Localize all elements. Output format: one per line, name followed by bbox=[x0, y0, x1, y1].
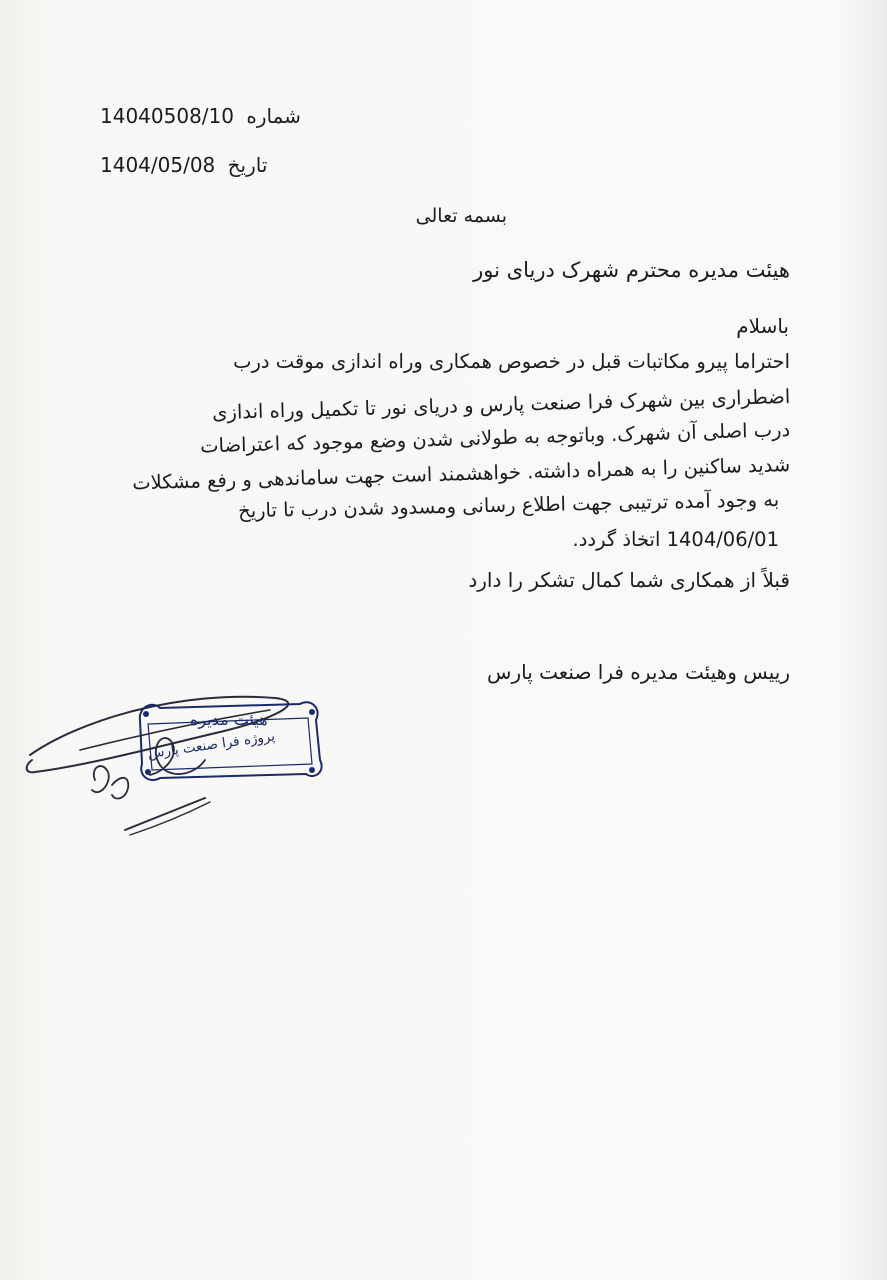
letter-number bbox=[100, 104, 301, 128]
closing-line: قبلاً از همکاری شما کمال تشکر را دارد bbox=[468, 568, 790, 592]
invocation-heading: بسمه تعالی bbox=[415, 205, 507, 227]
letter-date-value: 1404/05/08 bbox=[100, 153, 216, 177]
letter-number-label: شماره bbox=[246, 104, 301, 128]
letter-date bbox=[100, 153, 267, 177]
recipient-line: هیئت مدیره محترم شهرک دریای نور bbox=[473, 258, 790, 282]
signatory-line: رییس وهیئت مدیره فرا صنعت پارس bbox=[487, 660, 790, 684]
body-line: احتراما پیرو مکاتبات قبل در خصوص همکاری وراه اندازی موقت درب bbox=[233, 350, 790, 373]
stamp-text: پروژه فرا صنعت پارس bbox=[146, 728, 276, 762]
body-line: درب اصلی آن شهرک. وباتوجه به طولانی شدن وضع موجود که اعتراضات bbox=[199, 418, 791, 458]
letter-date-label: تاریخ bbox=[227, 153, 268, 177]
body-line: 1404/06/01 اتخاذ گردد. bbox=[572, 528, 779, 551]
stamp-and-signature bbox=[20, 680, 340, 850]
letter-number-value: 14040508/10 bbox=[100, 104, 234, 128]
stamp-text: هیئت مدیره bbox=[190, 710, 268, 729]
signature-drawing bbox=[20, 680, 340, 850]
body-line: به وجود آمده ترتیبی جهت اطلاع رسانی ومسدود شدن درب تا تاریخ bbox=[237, 488, 780, 523]
body-line: اضطراری بین شهرک فرا صنعت پارس و دریای نور تا تکمیل وراه اندازی bbox=[211, 385, 791, 425]
greeting-line: باسلام bbox=[736, 314, 789, 338]
body-line: شدید ساکنین را به همراه داشته. خواهشمند است جهت ساماندهی و رفع مشکلات bbox=[131, 453, 791, 495]
